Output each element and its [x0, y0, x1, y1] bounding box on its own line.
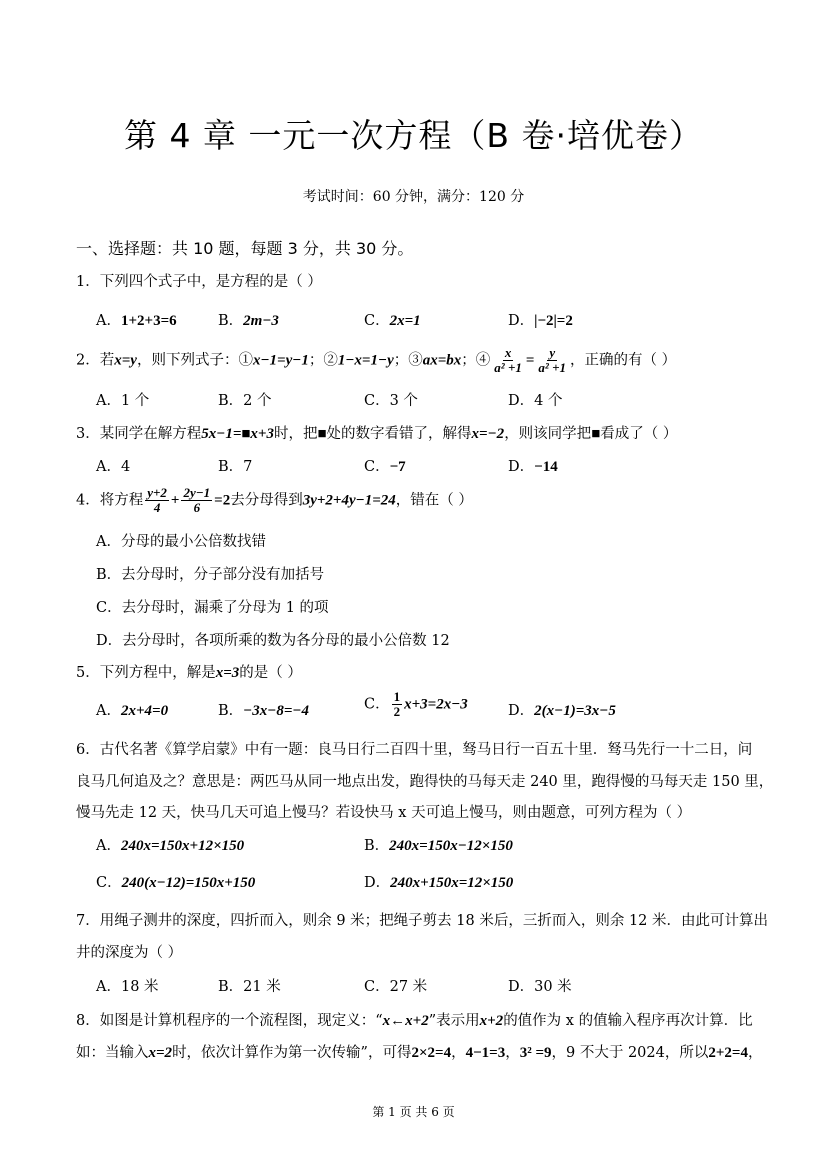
section-heading: 一、选择题：共 10 题，每题 3 分，共 30 分。: [76, 239, 414, 258]
option-label: D．: [508, 313, 535, 329]
question-8-line-2: [76, 1041, 762, 1062]
question-6-line-1: 6．古代名著《算学启蒙》中有一题：良马日行二百四十里，驽马日行一百五十里．驽马先行一十二日，问: [76, 742, 753, 758]
question-2-option-c[interactable]: C．3 个: [364, 393, 418, 409]
math: 2×2=4: [411, 1045, 452, 1061]
option-label: B．: [218, 313, 244, 329]
question-6-line-3: 慢马先走 12 天，快马几天可追上慢马？若设快马 x 天可追上慢马，则由题意，可列方程为（ ）: [76, 805, 692, 821]
text: 的值作为 x 的值输入程序再次计算．比: [503, 1013, 753, 1029]
question-6-line-2: 良马几何追及之？意思是：两匹马从同一地点出发，跑得快的马每天走 240 里，跑得慢的马每天走 150 里，: [76, 774, 774, 790]
option-math: −14: [534, 459, 558, 475]
option-label: A．: [96, 703, 121, 719]
page-title: 第 4 章 一元一次方程（B 卷·培优卷）: [123, 116, 704, 155]
text: 4．将方程: [76, 492, 144, 509]
text: ，则下列式子：①: [136, 352, 253, 369]
question-4-option-b[interactable]: B．去分母时，分子部分没有加括号: [96, 567, 325, 583]
question-3-option-b[interactable]: B．7: [218, 459, 253, 475]
text: 看成了（ ）: [600, 426, 678, 442]
math: =2: [214, 492, 231, 509]
text: ”表示用: [428, 1013, 480, 1029]
text: 如：当输入: [76, 1045, 149, 1061]
math: =: [525, 352, 535, 369]
text: ，: [451, 1045, 466, 1061]
question-5-option-b[interactable]: [218, 699, 309, 720]
text: 时，依次计算作为第一次传输”，可得: [172, 1045, 412, 1061]
question-3-stem: [76, 422, 677, 443]
question-6-option-a[interactable]: [96, 834, 244, 855]
option-math: 240x+150x=12×150: [390, 875, 514, 891]
option-math: |−2|=2: [534, 313, 573, 329]
exam-info: 考试时间：60 分钟，满分：120 分: [302, 189, 525, 205]
math: x−1=y−1: [252, 352, 309, 369]
option-math: 240x=150x−12×150: [389, 838, 513, 854]
option-label: C．: [364, 459, 390, 475]
option-label: B．: [218, 703, 244, 719]
question-1-option-a[interactable]: [96, 309, 177, 330]
question-7-option-a[interactable]: A．18 米: [96, 979, 159, 995]
text: 去分母得到: [230, 492, 303, 509]
question-1-option-b[interactable]: [218, 309, 279, 330]
question-7-option-b[interactable]: B．21 米: [218, 979, 281, 995]
option-math: 2(x−1)=3x−5: [534, 703, 616, 719]
math: ax=bx: [422, 352, 462, 369]
option-label: C．: [364, 696, 390, 713]
math: x+2: [479, 1013, 504, 1029]
question-5-option-c[interactable]: [364, 690, 468, 719]
math: x=−2: [471, 426, 505, 442]
text: 8．如图是计算机程序的一个流程图，现定义：“: [76, 1013, 383, 1029]
option-label: A．: [96, 313, 121, 329]
text: ；④: [461, 352, 491, 369]
question-7-option-d[interactable]: D．30 米: [508, 979, 572, 995]
math: 4−1=3: [465, 1045, 506, 1061]
fraction: $\frac{1}{2}$: [393, 689, 401, 719]
math: 2+2=4: [708, 1045, 748, 1061]
text: ；②: [308, 352, 338, 369]
fraction: $\frac{y+2}{4}$: [147, 485, 167, 515]
question-4-option-c[interactable]: C．去分母时，漏乘了分母为 1 的项: [96, 600, 329, 616]
math: 5x−1=■x+3: [201, 426, 274, 442]
page-number: 第 1 页 共 6 页: [372, 1105, 455, 1119]
question-4-stem: [76, 486, 473, 515]
question-8-line-1: [76, 1009, 753, 1030]
question-6-option-c[interactable]: [96, 871, 255, 892]
option-label: B．: [364, 838, 390, 854]
question-7-option-c[interactable]: C．27 米: [364, 979, 428, 995]
math: +: [170, 492, 180, 509]
option-math: 2x+4=0: [120, 703, 169, 719]
question-3-option-d[interactable]: [508, 455, 558, 476]
question-7-line-2: 井的深度为（ ）: [76, 945, 183, 961]
question-4-option-a[interactable]: A．分母的最小公倍数找错: [96, 534, 266, 550]
text: ；③: [393, 352, 423, 369]
text: ，则该同学把: [504, 426, 592, 442]
option-label: D．: [508, 703, 535, 719]
option-math: 240(x−12)=150x+150: [121, 875, 256, 891]
question-1-option-d[interactable]: [508, 309, 573, 330]
question-6-option-d[interactable]: [364, 871, 513, 892]
math: 1−x=1−y: [337, 352, 394, 369]
fraction: $\frac{y}{\text{a² +1}}$: [538, 345, 566, 375]
text: ，: [505, 1045, 520, 1061]
text: ，9 不大于 2024，所以: [551, 1045, 709, 1061]
option-math: 240x=150x+12×150: [120, 838, 245, 854]
math: x=y: [114, 352, 137, 369]
text: 3．某同学在解方程: [76, 426, 202, 442]
option-math: 2m−3: [243, 313, 279, 329]
math: x←x+2: [382, 1013, 429, 1029]
text: ，: [747, 1045, 763, 1061]
math: 3² =9: [519, 1045, 552, 1061]
text: ，错在（ ）: [395, 492, 473, 509]
math: x=3: [215, 665, 240, 681]
text: 2．若: [76, 352, 115, 369]
fraction: $\frac{x}{\text{a² +1}}$: [494, 345, 522, 375]
math: x=2: [148, 1045, 173, 1061]
option-math: x+3=2x−3: [404, 696, 468, 713]
question-2-stem: [76, 346, 676, 375]
question-5-stem: [76, 661, 302, 682]
option-math: 1+2+3=6: [120, 313, 177, 329]
question-5-option-d[interactable]: [508, 699, 616, 720]
option-label: D．: [508, 459, 535, 475]
question-2-option-d[interactable]: D．4 个: [508, 393, 563, 409]
question-6-option-b[interactable]: [364, 834, 513, 855]
math: ■: [591, 426, 601, 442]
question-4-option-d[interactable]: D．去分母时，各项所乘的数为各分母的最小公倍数 12: [96, 633, 450, 649]
option-math: 2x=1: [389, 313, 421, 329]
question-2-option-a[interactable]: A．1 个: [96, 393, 150, 409]
math: ■: [317, 426, 327, 442]
math: 3y+2+4y−1=24: [302, 492, 396, 509]
fraction: $\frac{2y-1}{6}$: [183, 485, 211, 515]
question-1-stem: 1．下列四个式子中，是方程的是（ ）: [76, 274, 322, 290]
question-3-option-a[interactable]: A．4: [96, 459, 131, 475]
option-math: −3x−8=−4: [243, 703, 309, 719]
question-5-option-a[interactable]: [96, 699, 168, 720]
question-2-option-b[interactable]: B．2 个: [218, 393, 272, 409]
question-1-option-c[interactable]: [364, 309, 421, 330]
question-3-option-c[interactable]: [364, 455, 406, 476]
option-label: C．: [96, 875, 122, 891]
text: 时，把: [273, 426, 318, 442]
option-math: −7: [389, 459, 406, 475]
option-label: C．: [364, 313, 390, 329]
option-label: D．: [364, 875, 391, 891]
text: ，正确的有（ ）: [569, 352, 677, 369]
question-7-line-1: 7．用绳子测井的深度，四折而入，则余 9 米；把绳子剪去 18 米后，三折而入，则余 12 米．由此可计算出: [76, 913, 769, 929]
text: 的是（ ）: [239, 665, 302, 681]
text: 5．下列方程中，解是: [76, 665, 216, 681]
option-label: A．: [96, 838, 121, 854]
text: 处的数字看错了，解得: [326, 426, 472, 442]
